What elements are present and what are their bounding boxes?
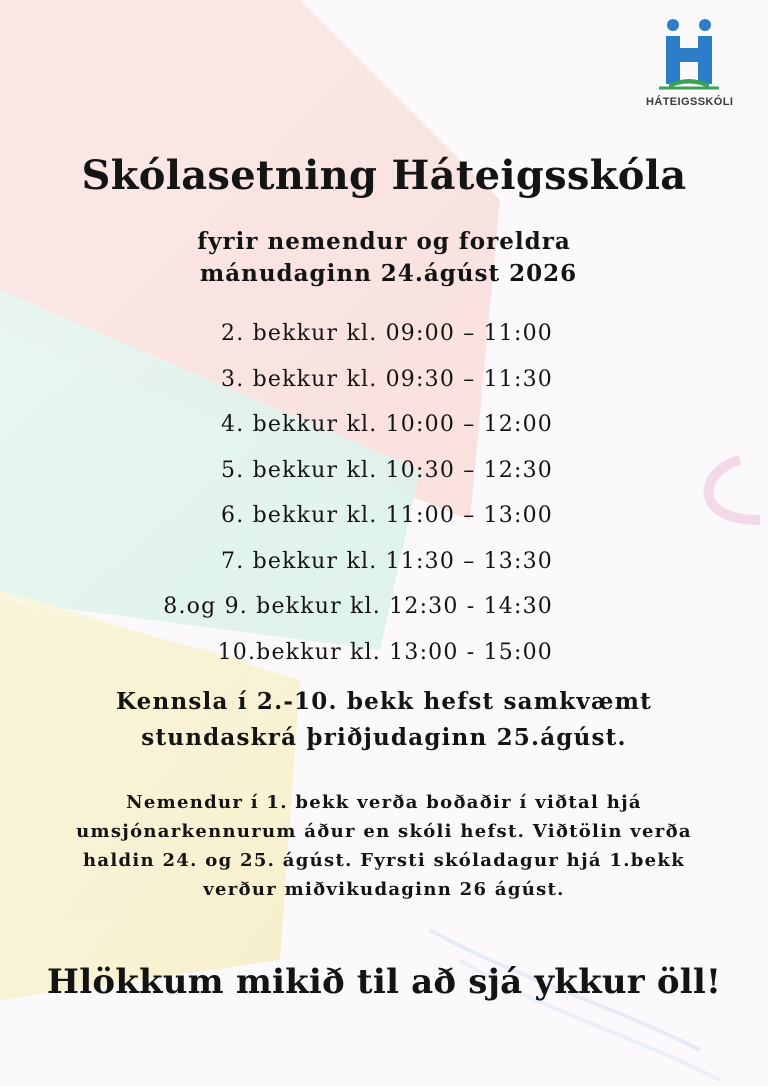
schedule-row	[0, 589, 768, 635]
closing-message: Hlökkum mikið til að sjá ykkur öll!	[46, 962, 722, 1002]
first-grade-notice	[0, 788, 768, 904]
schedule-row	[0, 362, 768, 408]
schedule-row-text: 6. bekkur kl. 11:00 – 13:00	[221, 503, 553, 528]
schedule-row-text: 5. bekkur kl. 10:30 – 12:30	[221, 457, 553, 483]
notice-line: Nemendur í 1. bekk verða boðaðir í viðtal hjá	[126, 792, 642, 813]
schedule-row-text: 7. bekkur kl. 11:30 – 13:30	[221, 548, 553, 574]
subtitle-line: fyrir nemendur og foreldra	[197, 228, 571, 255]
page-title: Skólasetning Háteigsskóla	[81, 152, 687, 199]
logo-figures-icon	[657, 18, 721, 94]
schedule-row-text: 3. bekkur kl. 09:30 – 11:30	[221, 366, 553, 392]
schedule-row	[0, 544, 768, 590]
schedule-row	[0, 407, 768, 453]
schedule-row-text: 4. bekkur kl. 10:00 – 12:00	[221, 412, 553, 437]
teaching-start-notice	[0, 684, 768, 756]
schedule-row-text: 10.bekkur kl. 13:00 - 15:00	[217, 639, 553, 665]
notice-line: haldin 24. og 25. ágúst. Fyrsti skóladagur hjá 1.bekk	[83, 850, 685, 871]
schedule-row-text: 2. bekkur kl. 09:00 – 11:00	[221, 321, 553, 346]
subtitle-line: mánudaginn 24.ágúst 2026	[190, 260, 578, 287]
schedule-list	[0, 316, 768, 680]
notice-line: stundaskrá þriðjudaginn 25.ágúst.	[141, 724, 627, 751]
schedule-row	[0, 498, 768, 544]
subtitle	[0, 226, 768, 290]
notice-line: umsjónarkennurum áður en skóli hefst. Viðtölin verða	[76, 821, 692, 842]
schedule-row	[0, 453, 768, 499]
school-logo	[646, 18, 732, 108]
schedule-row	[0, 635, 768, 681]
notice-line: verður miðvikudaginn 26 ágúst.	[203, 879, 565, 900]
schedule-row-text: 8.og 9. bekkur kl. 12:30 - 14:30	[163, 594, 553, 619]
school-logo-name: HÁTEIGSSKÓLI	[646, 96, 734, 108]
schedule-row	[0, 316, 768, 362]
notice-line: Kennsla í 2.-10. bekk hefst samkvæmt	[116, 688, 652, 715]
